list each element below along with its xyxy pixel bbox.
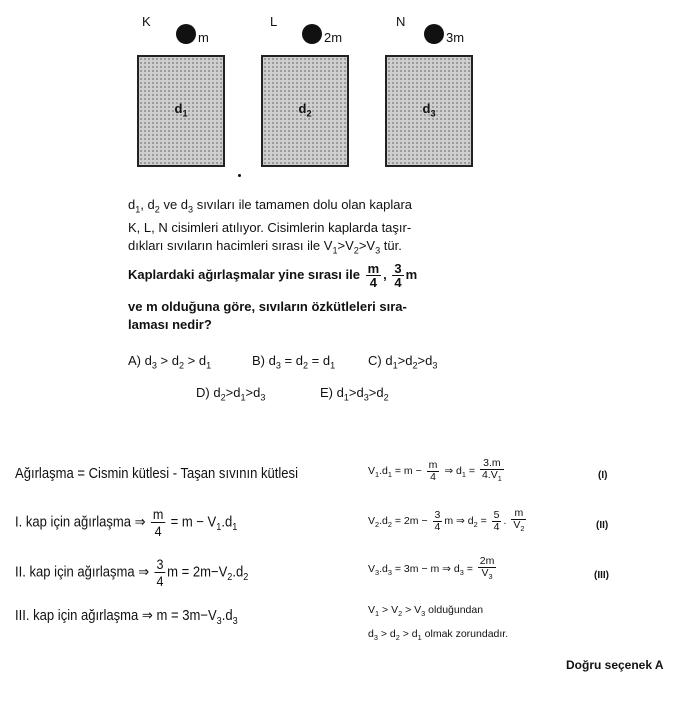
solution-definition: Ağırlaşma = Cismin kütlesi - Taşan sıvının kütlesi [15,466,298,482]
object-label-k: K [142,14,151,29]
solution-case-1: I. kap için ağırlaşma ⇒ $\frac{m}{4}$ = $m - V_1.d_1$ [15,506,238,539]
liquid-label-d2: $d_2$ [298,101,312,119]
mass-label-l: 2m [324,30,343,45]
object-label-n: N [396,14,406,29]
fraction-m-over-4: $\frac{m}{4}$ [152,506,164,539]
equation-2: $V_2.d_2 = 2m$ − $\frac{3}{4}$ m ⇒ $d_2$ = $\frac{5}{4}$ . $\frac{m}{V_2}$ [368,507,525,534]
option-d[interactable]: D) $d_2>d_1>d_3$ [196,385,266,403]
roman-label-2: (II) [596,520,609,531]
ball-icon [424,24,444,44]
fraction-3-over-4: $\frac{3}{4}$ [156,556,164,589]
question-bold-line-1: Kaplardaki ağırlaşmalar yine sırası ile $\frac{m}{4}$ , $\frac{3}{4}$ m [128,261,418,290]
option-c[interactable]: C) $d_1>d_2>d_3$ [368,353,438,371]
object-label-l: L [270,14,278,29]
question-line-1: $d_1$, $d_2$ ve $d_3$ sıvıları ile tamamen dolu olan kaplara [128,197,413,215]
container-n [385,55,473,167]
container-k [137,55,225,167]
conclusion-2: $d_3 > d_2 > d_1$ olmak zorundadır. [368,628,509,643]
solution-case-2: II. kap için ağırlaşma ⇒ $\frac{3}{4}$ $m = 2m-V_2.d_2$ [15,556,249,589]
question-bold-1: Kaplardaki ağırlaşmalar yine sırası ile [128,266,360,282]
answer-label: Doğru seçenek A [566,658,664,672]
liquid-label-d1: $d_1$ [174,101,188,119]
equation-1: $V_1.d_1 = m$ − $\frac{m}{4}$ ⇒ $d_1$ = $\frac{3.m}{4.V_1}$ [368,457,502,484]
question-bold-3: laması nedir? [128,317,212,332]
solution-case-3: III. kap için ağırlaşma ⇒ $m = 3m-V_3.d_3$ [15,608,238,627]
fraction-m-over-4: $\frac{m}{4}$ [367,261,380,290]
mass-label-k: m [198,30,209,45]
container-l [261,55,349,167]
option-b[interactable]: B) $d_3 = d_2 = d_1$ [252,353,336,371]
dot-mark [238,174,241,177]
question-bold-2: ve m olduğuna göre, sıvıların özkütleleri sıra- [128,299,407,314]
question-bold-lines [128,298,508,334]
question-text [128,196,498,259]
liquid-label-d3: $d_3$ [422,101,436,119]
roman-label-1: (I) [598,470,608,481]
question-line-2: K, L, N cisimleri atılıyor. Cisimlerin kaplarda taşır- [128,219,412,235]
conclusion-1: $V_1 > V_2 > V_3$ olduğundan [368,604,484,619]
mass-label-n: 3m [446,30,465,45]
fraction-3-over-4: $\frac{3}{4}$ [394,261,402,290]
option-a[interactable]: A) $d_3 > d_2 > d_1$ [128,353,212,371]
question-line-3: dıkları sıvıların hacimleri sırası ile $V_1>V_2>V_3$ tür. [128,237,402,256]
roman-label-3: (III) [594,570,609,581]
option-e[interactable]: E) $d_1>d_3>d_2$ [320,385,389,403]
ball-icon [176,24,196,44]
ball-icon [302,24,322,44]
equation-3: $V_3.d_3 = 3m - m$ ⇒ $d_3$ = $\frac{2m}{V_3}$ [368,555,495,582]
